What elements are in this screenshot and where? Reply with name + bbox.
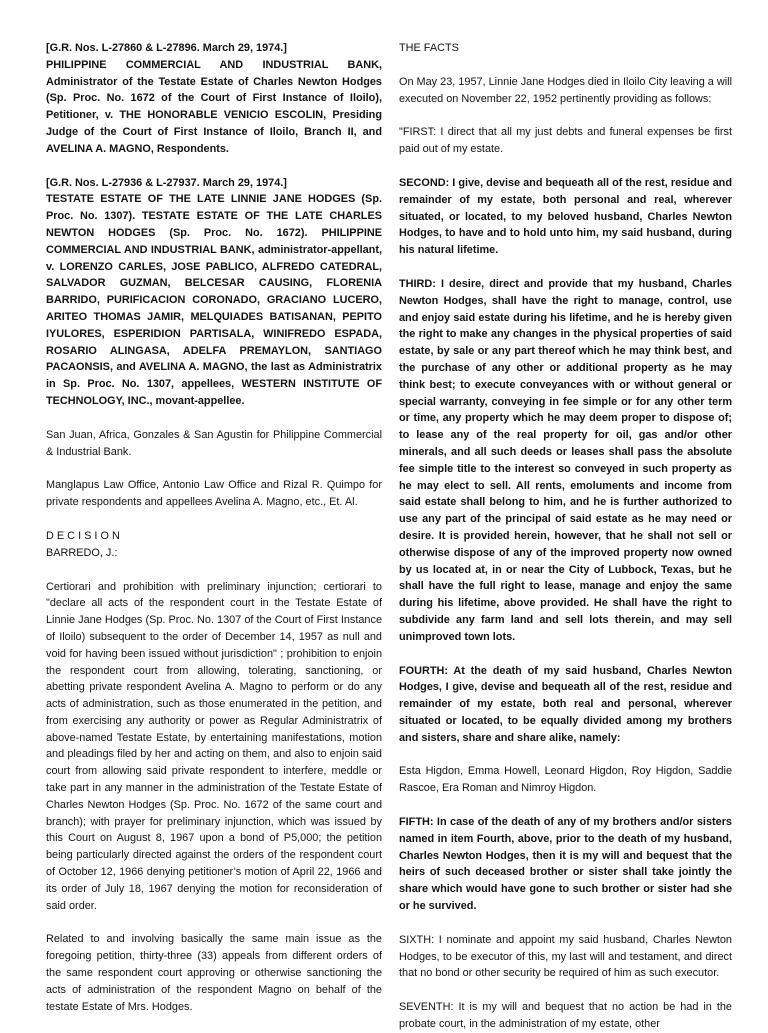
decision-block [46,528,382,562]
case-2-parties: TESTATE ESTATE OF THE LATE LINNIE JANE HODGES (Sp. Proc. No. 1307). TESTATE ESTATE OF THE LATE CHARLES NEWTON HODGES (Sp. Proc. No. 1672). PHILIPPINE COMMERCIAL AND INDUSTRIAL BANK, administrator-appellant, v. LORENZO CARLES, JOSE PABLICO, ALFREDO CATEDRAL, SALVADOR GUZMAN, BELCESAR CAUSING, FLORENIA BARRIDO, PURIFICACION CORONADO, GRACIANO LUCERO, ARITEO THOMAS JAMIR, MELQUIADES BATISANAN, PEPITO IYULORES, ESPERIDION PARTISALA, WINIFREDO ESPADA, ROSARIO ALINGASA, ADELFA PREMAYLON, SANTIAGO PACAONSIS, and AVELINA A. MAGNO, the last as Administratrix in Sp. Proc. No. 1307, appellees, WESTERN INSTITUTE OF TECHNOLOGY, INC., movant-appellee. [46,193,382,407]
will-fifth: FIFTH: In case of the death of any of my brothers and/or sisters named in item Fourth, above, prior to the death of my husband, Charles Newton Hodges, then it is my will and bequest that the heirs of such deceased brother or sister shall take jointly the share which would have gone to such brother or sister had she or he survived. [399,816,732,913]
case-2-citation: [G.R. Nos. L-27936 & L-27937. March 29, 1974.] [46,176,287,189]
will-seventh: SEVENTH: It is my will and bequest that no action be had in the probate court, in the administration of my estate, other [399,1001,732,1031]
will-fourth: FOURTH: At the death of my said husband, Charles Newton Hodges, I give, devise and bequeath all of the rest, residue and remainder of my estate, both real and personal, wherever situated or located, to be equally divided among my brothers and sisters, share and share alike, namely: [399,664,732,744]
case-1-header [46,40,382,158]
ponente: BARREDO, J.: [46,546,118,559]
counsel-petitioner: San Juan, Africa, Gonzales & San Agustin for Philippine Commercial & Industrial Bank. [46,428,382,458]
case-1-parties: PHILIPPINE COMMERCIAL AND INDUSTRIAL BANK, Administrator of the Testate Estate of Charles Newton Hodges (Sp. Proc. No. 1672 of the Court of First Instance of Iloilo), Petitioner, v. THE HONORABLE VENICIO ESCOLIN, Presiding Judge of the Court of First Instance of Iloilo, Branch II, and AVELINA A. MAGNO, Respondents. [46,58,382,155]
will-second: SECOND: I give, devise and bequeath all of the rest, residue and remainder of my estate, both personal and real, wherever situated, or located, to my beloved husband, Charles Newton Hodges, to have and to hold unto him, my said husband, during his natural lifetime. [399,176,732,257]
decision-paragraph-2: Related to and involving basically the same main issue as the foregoing petition, thirty-three (33) appeals from different orders of the same respondent court approving or otherwise sanctioning the acts of administration of the respondent Magno on behalf of the testate Estate of Mrs. Hodges. [46,933,382,1013]
will-third: THIRD: I desire, direct and provide that my husband, Charles Newton Hodges, shall have the right to manage, control, use and enjoy said estate during his lifetime, and he is hereby given the right to make any changes in the physical properties of said estate, by sale or any part thereof which he may think best, and the purchase of any other or additional property as he may think best; to execute conveyances with or without general or special warranty, conveying in fee simple or for any other term or time, any property which he may deem proper to dispose of; to lease any of the real property for oil, gas and/or other minerals, and all such deeds or leases shall pass the absolute fee simple title to the interest so conveyed in such property as he may elect to sell. All rents, emoluments and income from said estate shall belong to him, and he is further authorized to use any part of the principal of said estate as he may need or desire. It is provided herein, however, that he shall not sell or otherwise dispose of any of the improved property now owned by us located at, in or near the City of Lubbock, Texas, but he shall have the full right to lease, manage and enjoy the same during his lifetime, above provided. He shall have the right to subdivide any farm land and sell lots therein, and may sell unimproved town lots. [399,277,732,643]
decision-paragraph-1: Certiorari and prohibition with preliminary injunction; certiorari to "declare all acts of the respondent court in the Testate Estate of Linnie Jane Hodges (Sp. Proc. No. 1307 of the Court of First Instance of Iloilo) subsequent to the order of December 14, 1957 as null and void for having been issued without jurisdiction" ; prohibition to enjoin the respondent court from allowing, tolerating, sanctioning, or abetting private respondent Avelina A. Magno to perform or do any acts of administration, such as those enumerated in the petition, and from exercising any authority or power as Regular Administratrix of above-named Testate Estate, by entertaining manifestations, motion and pleadings filed by her and acting on them, and also to enjoin said court from allowing said private respondent to interfere, meddle or take part in any manner in the administration of the Testate Estate of Charles Newton Hodges (Sp. Proc. No. 1672 of the same court and branch); with prayer for preliminary injunction, which was issued by this Court on August 8, 1967 upon a bond of P5,000; the petition being particularly directed against the orders of the respondent court of October 12, 1966 denying petitioner’s motion of April 22, 1966 and its order of July 18, 1967 denying the motion for reconsideration of said order. [46,580,382,912]
will-first: "FIRST: I direct that all my just debts and funeral expenses be first paid out of my estate. [399,126,732,156]
facts-heading: THE FACTS [399,42,459,54]
facts-intro: On May 23, 1957, Linnie Jane Hodges died in Iloilo City leaving a will executed on November 22, 1952 pertinently providing as follows: [399,75,732,105]
case-2-header [46,175,382,410]
left-column [46,40,382,1024]
decision-heading: D E C I S I O N [46,529,120,542]
sibling-names: Esta Higdon, Emma Howell, Leonard Higdon, Roy Higdon, Saddie Rascoe, Era Roman and Nimroy Higdon. [399,765,732,795]
right-column [399,40,732,1031]
case-1-citation: [G.R. Nos. L-27860 & L-27896. March 29, 1974.] [46,42,287,54]
will-sixth: SIXTH: I nominate and appoint my said husband, Charles Newton Hodges, to be executor of this, my last will and testament, and direct that no bond or other security be required of him as such executor. [399,933,732,980]
counsel-respondents: Manglapus Law Office, Antonio Law Office and Rizal R. Quimpo for private respondents and appellees Avelina A. Magno, etc., Et. Al. [46,479,382,509]
